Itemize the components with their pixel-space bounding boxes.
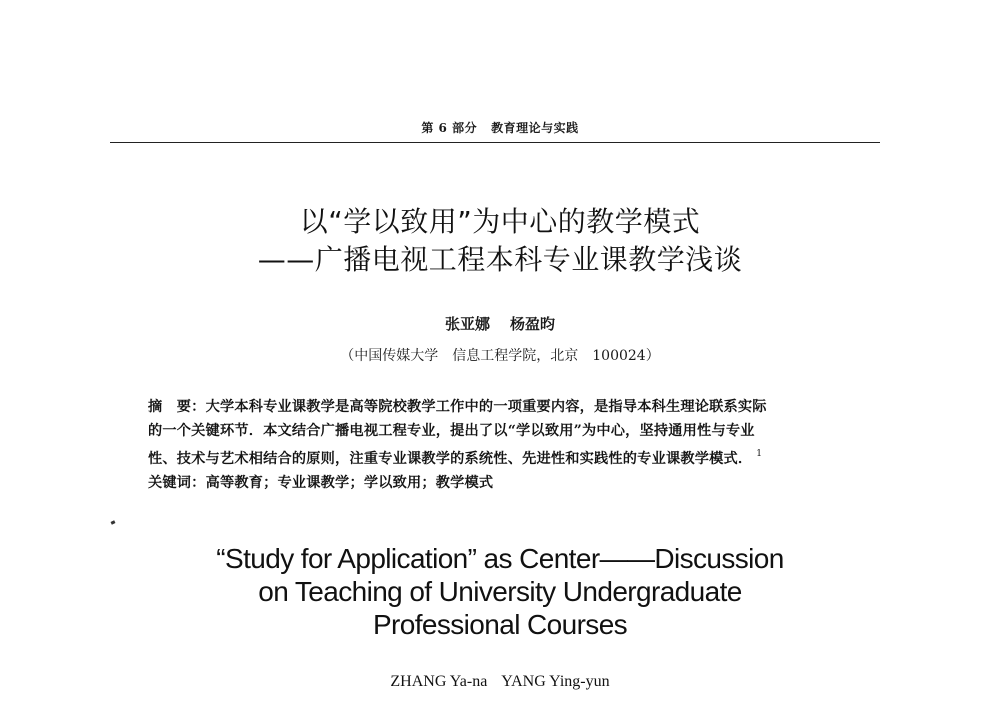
author-1-cn: 张亚娜 [444, 315, 490, 333]
keywords-text: 高等教育；专业课教学；学以致用；教学模式 [205, 474, 494, 491]
keywords-label: 关键词： [148, 474, 206, 491]
footnote-mark: 1 [756, 449, 763, 459]
abstract-line-2: 的一个关键环节．本文结合广播电视工程专业，提出了以“学以致用”为中心，坚持通用性与专业 [148, 422, 755, 439]
chinese-affiliation: （中国传媒大学 信息工程学院，北京 100024） [340, 348, 660, 364]
chinese-title [0, 203, 1000, 279]
author-2-en: YANG Ying-yun [501, 673, 610, 690]
author-1-en: ZHANG Ya-na [390, 673, 488, 690]
abstract-line-1 [148, 396, 848, 420]
english-title-line-1: “Study for Application” as Center——Discussion [216, 543, 784, 574]
abstract-line-3 [148, 443, 848, 472]
running-header-section: 第 6 部分 [421, 121, 478, 135]
abstract-text-1: 大学本科专业课教学是高等院校教学工作中的一项重要内容，是指导本科生理论联系实际 [205, 399, 767, 415]
abstract-label: 摘 要： [148, 399, 206, 415]
english-title-line-2: on Teaching of University Undergraduate [258, 576, 742, 607]
keywords-line [148, 472, 848, 496]
author-2-cn: 杨盈昀 [510, 315, 556, 333]
running-header [0, 119, 1000, 136]
english-title-line-3: Professional Courses [372, 609, 628, 640]
english-title [0, 542, 1000, 641]
chinese-subtitle-line-2: ——广播电视工程本科专业课教学浅谈 [257, 243, 743, 276]
abstract-text-3: 性、技术与艺术相结合的原则，注重专业课教学的系统性、先进性和实践性的专业课教学模式． [148, 451, 753, 467]
running-header-title: 教育理论与实践 [491, 121, 579, 135]
abstract-block [148, 396, 848, 495]
chinese-title-line-1: 以“学以致用”为中心的教学模式 [299, 205, 701, 238]
header-rule [110, 142, 880, 143]
chinese-authors [0, 313, 1000, 334]
english-authors [0, 673, 1000, 691]
scan-speck [111, 520, 116, 524]
